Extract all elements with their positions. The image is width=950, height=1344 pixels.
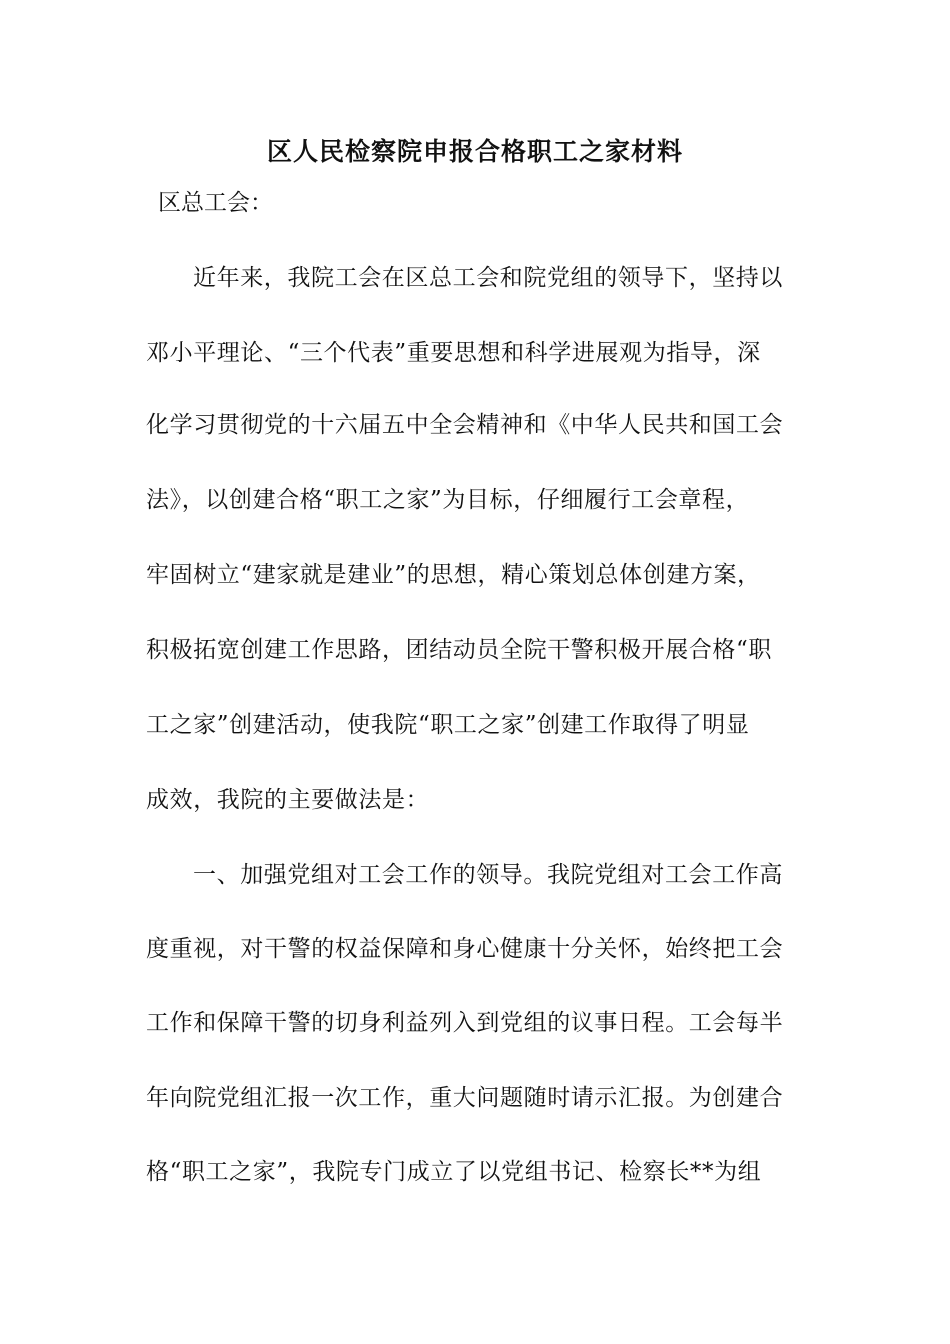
paragraph-line: 邓小平理论、“三个代表”重要思想和科学进展观为指导，深 bbox=[146, 340, 761, 366]
document-title: 区人民检察院申报合格职工之家材料 bbox=[266, 137, 683, 166]
paragraph-line: 近年来，我院工会在区总工会和院党组的领导下，坚持以 bbox=[193, 265, 783, 291]
paragraph-line: 成效，我院的主要做法是： bbox=[146, 787, 430, 813]
paragraph-line: 积极拓宽创建工作思路，团结动员全院干警积极开展合格“职 bbox=[146, 637, 772, 663]
paragraph-line: 年向院党组汇报一次工作，重大问题随时请示汇报。为创建合 bbox=[146, 1085, 784, 1111]
paragraph-line: 法》，以创建合格“职工之家”为目标，仔细履行工会章程， bbox=[146, 487, 750, 513]
paragraph-line: 牢固树立“建家就是建业”的思想，精心策划总体创建方案， bbox=[146, 562, 761, 588]
paragraph-line: 度重视，对干警的权益保障和身心健康十分关怀，始终把工会 bbox=[146, 936, 784, 962]
paragraph-line: 化学习贯彻党的十六届五中全会精神和《中华人民共和国工会 bbox=[146, 412, 784, 438]
paragraph-line: 格“职工之家”，我院专门成立了以党组书记、检察长**为组 bbox=[146, 1159, 762, 1185]
paragraph-line: 工作和保障干警的切身利益列入到党组的议事日程。工会每半 bbox=[146, 1010, 784, 1036]
paragraph-line: 工之家”创建活动，使我院“职工之家”创建工作取得了明显 bbox=[146, 712, 750, 738]
salutation: 区总工会： bbox=[158, 190, 273, 216]
paragraph-line: 一、加强党组对工会工作的领导。我院党组对工会工作高 bbox=[193, 862, 783, 888]
